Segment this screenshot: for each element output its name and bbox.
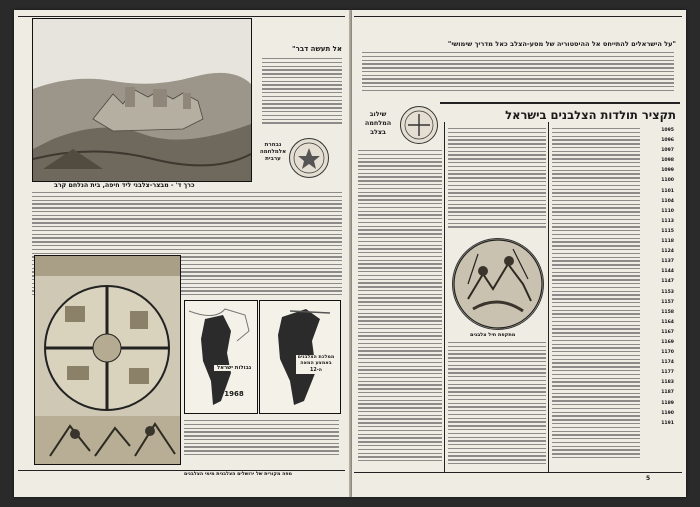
year: 1110 [661, 208, 674, 214]
timeline-text-lower [448, 342, 546, 470]
year: 1183 [661, 380, 674, 386]
year: 1170 [661, 350, 674, 356]
year: 1167 [661, 329, 674, 335]
seal-stamp [289, 138, 329, 178]
bottom-caption: מפה מקורית של ירושלים הצלבנית מימי הצלבנים [184, 472, 293, 477]
year: 1115 [661, 228, 674, 234]
year: 1187 [661, 390, 674, 396]
year: 1157 [661, 299, 674, 305]
year: 1144 [661, 269, 674, 275]
right-page [352, 10, 686, 497]
timeline-years [644, 126, 674, 429]
intro-text [362, 52, 674, 96]
year: 1169 [661, 339, 674, 345]
map-notes-text [184, 420, 339, 460]
year: 1104 [661, 198, 674, 204]
photo-caption: כרך ד' - מבצר-צלבני ליד חיפה, בית הנלחם קרב [54, 182, 195, 189]
year: 1147 [661, 279, 674, 285]
year: 1113 [661, 218, 674, 224]
year: 1190 [661, 410, 674, 416]
year: 1100 [661, 178, 674, 184]
map-badge-1968-year: 1968 [224, 390, 244, 398]
roundel-caption: מתקפת חיל צלבנים [470, 332, 516, 338]
year: 1096 [661, 138, 674, 144]
year: 1177 [661, 370, 674, 376]
sidebar-seal [400, 106, 438, 144]
page-number: 5 [646, 475, 651, 482]
top-headline: "על הישראלים להתייחס אל ההיסטוריה של מסע-הצלב כאל מדריך שימושי" [447, 40, 676, 48]
year: 1098 [661, 158, 674, 164]
crusader-battle-roundel [452, 238, 544, 330]
medieval-jerusalem-map [34, 255, 181, 465]
year: 1153 [661, 289, 674, 295]
map-badge-1968-title: גבולות ישראל [214, 365, 254, 371]
year: 1097 [661, 148, 674, 154]
year: 1158 [661, 309, 674, 315]
main-title: תקציר תולדות הצלבנים בישראל [505, 108, 676, 122]
year: 1164 [661, 319, 674, 325]
year: 1095 [661, 128, 674, 133]
year: 1137 [661, 259, 674, 265]
year: 1174 [661, 360, 674, 366]
timeline-text-middle [448, 128, 546, 233]
fortress-illustration [33, 19, 251, 181]
year: 1189 [661, 400, 674, 406]
stamp-caption: נבחרת אלמלחמה ערבית [259, 142, 287, 162]
year: 1191 [661, 420, 674, 426]
left-column-text [262, 58, 342, 130]
map-badge-crusader-title: ממלכת הצלבנים באמצע המאה ה-12 [297, 355, 335, 373]
fortress-photo [32, 18, 252, 182]
year: 1101 [661, 188, 674, 194]
timeline-text-right [552, 128, 640, 468]
year: 1124 [661, 249, 674, 255]
left-headline: אל תעשה דבר" [291, 45, 342, 53]
sidebar-title: שילוב המלחמה בצלב [364, 110, 392, 136]
sidebar-text [358, 150, 442, 468]
year: 1099 [661, 168, 674, 174]
left-page [14, 10, 349, 497]
year: 1118 [661, 239, 674, 245]
